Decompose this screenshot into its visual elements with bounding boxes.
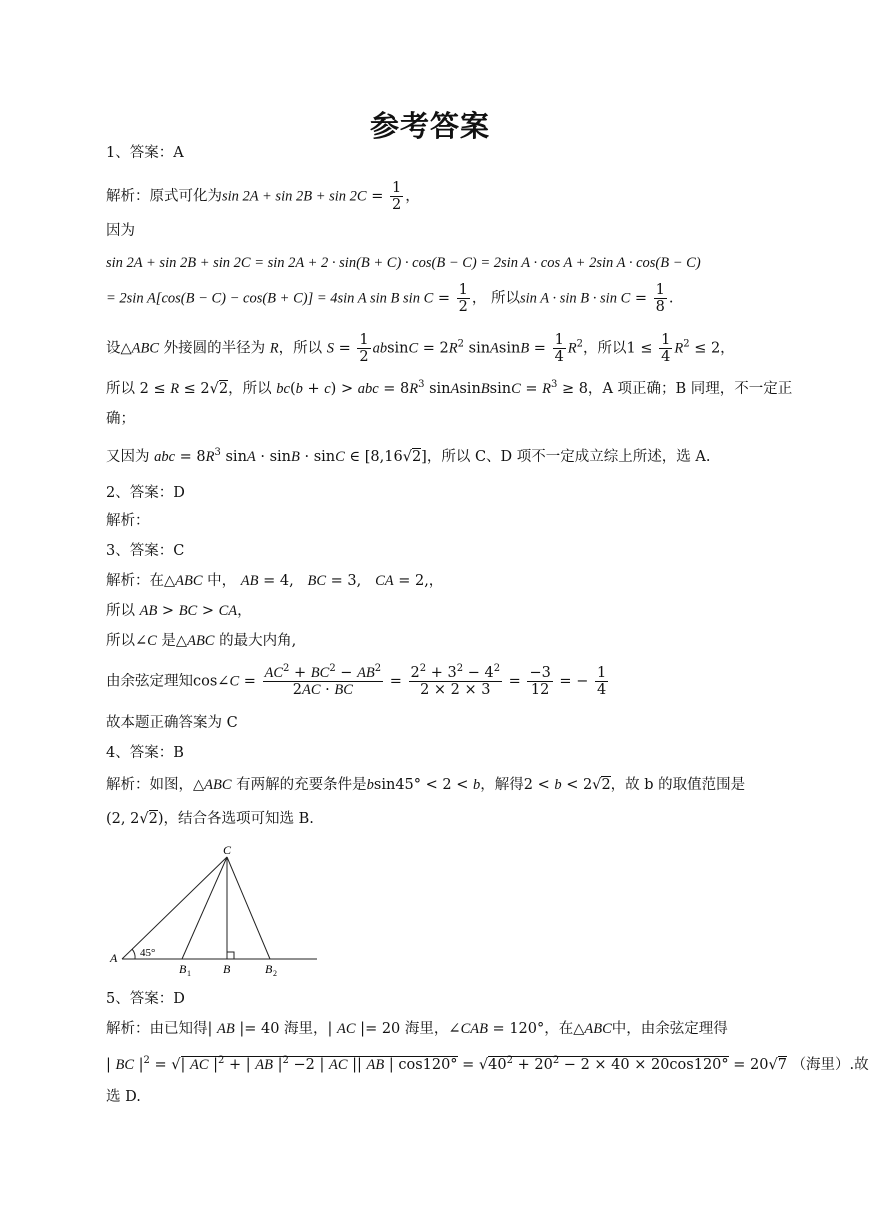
q3-answer: 3、答案：C bbox=[106, 543, 185, 559]
side-cb2 bbox=[227, 857, 270, 959]
q4-line-1: 解析：如图，△ABC 有两解的充要条件是bsin45° < 2 < b，解得2 < b < 2√2，故 b 的取值范围是 bbox=[106, 777, 746, 793]
q3-line-1: 解析：在△ABC 中， AB = 4, BC = 3, CA = 2,， bbox=[106, 573, 444, 589]
label-b2: B bbox=[265, 962, 273, 976]
q1-line-2: 因为 bbox=[106, 223, 135, 239]
q3-conclusion: 故本题正确答案为 C bbox=[106, 715, 238, 731]
q2-answer: 2、答案：D bbox=[106, 485, 185, 501]
q1-line-5: 设△ABC 外接圆的半径为 R，所以 S = $\frac{1}{2}$ $absinC = 2R^2$ sinAsinB = $\frac{1}{4}$ $R^2$，所以1 ≤ $\frac{1}{4}$ $R^2 \le 2$， bbox=[106, 332, 735, 365]
page-title: 参考答案 bbox=[369, 109, 490, 143]
q5-line-1: 解析：由已知得| AB |= 40 海里，| AC |= 20 海里，∠CAB = 120°，在△ABC中，由余弦定理得 bbox=[106, 1021, 728, 1037]
q3-line-3: 所以∠C 是△ABC 的最大内角, bbox=[106, 633, 297, 649]
right-angle-mark bbox=[227, 952, 234, 959]
q3-line-4: 由余弦定理知cos∠C = $\frac{AC^2 + BC^2 - AB^2}{2AC \cdot BC}$ = $\frac{2^2 + 3^2 - 4^2}{2 \times 2 \times 3}$ = $\frac{-3}{12}$ = − $\frac{1}{4}$ bbox=[106, 663, 607, 698]
q4-answer: 4、答案：B bbox=[106, 745, 184, 761]
q1-answer: 1、答案：A bbox=[106, 145, 184, 161]
q5-line-3: 选 D. bbox=[106, 1089, 141, 1105]
q1-line-7: 确； bbox=[106, 411, 135, 427]
q5-line-2: | BC $|^2$ = √| AC $|^2$ + | AB $|^2 -2$ | AC || AB | $\cos 120^\circ = √40^2 + 20^2 - 2 \times 40 \times 20\cos 120^\circ = 20√7$ （海里）.故 bbox=[106, 1055, 869, 1073]
q1-line-3: sin 2A + sin 2B + sin 2C = sin 2A + 2 · sin(B + C) · cos(B − C) = 2sin A · cos A + 2sin A · cos(B − C) bbox=[106, 255, 701, 271]
q2-analysis: 解析： bbox=[106, 513, 150, 529]
label-b1-sub: 1 bbox=[187, 969, 191, 978]
q1-line-4: = 2sin A[cos(B − C) − cos(B + C)] = 4sin A sin B sin C = $\frac{1}{2}$ ， 所以sin A · sin B · sin C = $\frac{1}{8}$ . bbox=[106, 282, 674, 315]
side-cb1 bbox=[182, 857, 227, 959]
q1-line-6: 所以 2 ≤ R ≤ 2√2，所以 bc(b + c) > abc = $8R^3$ sinAsinBsinC = $R^3 \ge 8$，A 项正确；B 同理，不一定正 bbox=[106, 379, 793, 397]
q5-answer: 5、答案：D bbox=[106, 991, 185, 1007]
q1-line-1: 解析：原式可化为sin 2A + sin 2B + sin 2C = $\frac{1}{2}$ ， bbox=[106, 180, 420, 213]
label-b2-sub: 2 bbox=[273, 969, 277, 978]
triangle-figure bbox=[100, 838, 330, 978]
angle-arc bbox=[132, 949, 135, 959]
label-angle: 45° bbox=[140, 947, 156, 959]
q4-line-2: (2, 2√2)，结合各选项可知选 B. bbox=[106, 811, 314, 827]
label-a: A bbox=[110, 951, 118, 965]
label-b1: B bbox=[179, 962, 187, 976]
q3-line-2: 所以 AB > BC > CA， bbox=[106, 603, 252, 619]
label-c: C bbox=[223, 843, 232, 857]
q1-line-8: 又因为 abc = $8R^3$ sinA · sinB · sinC ∈ [8,16√2]，所以 C、D 项不一定成立综上所述，选 A. bbox=[106, 447, 711, 465]
label-b: B bbox=[223, 962, 231, 976]
side-ac bbox=[122, 857, 227, 959]
